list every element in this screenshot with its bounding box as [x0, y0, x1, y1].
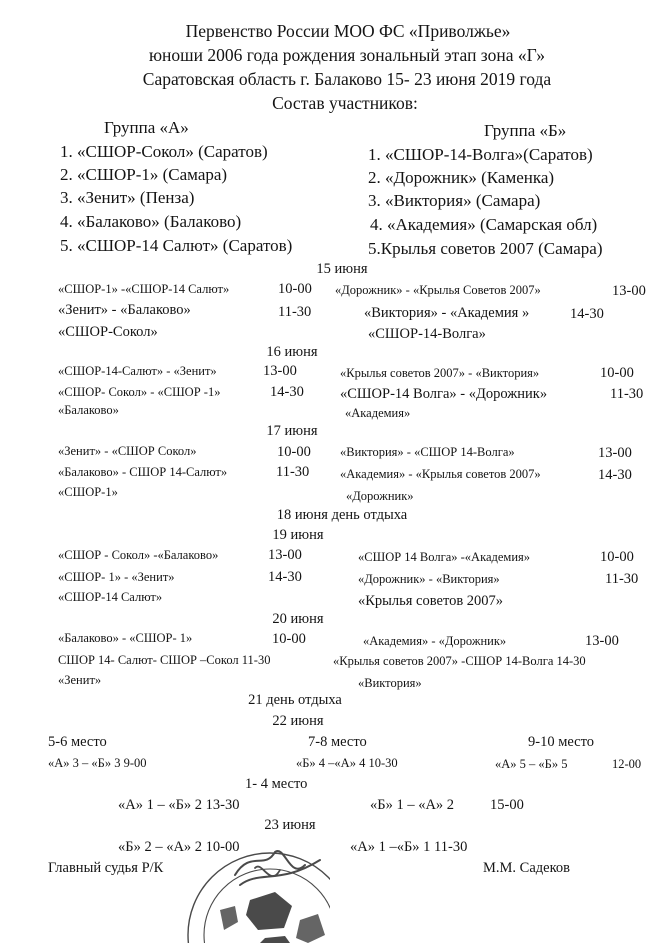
- match-teams: «Зенит» - «Балаково»: [58, 302, 191, 318]
- match-teams: «СШОР-1» -«СШОР-14 Салют»: [58, 282, 230, 296]
- match-teams: «Балаково» - «СШОР- 1»: [58, 631, 193, 645]
- match-teams: «СШОР- Сокол» - «СШОР -1»: [58, 385, 221, 399]
- day-heading: 20 июня: [272, 611, 324, 627]
- place-7-8-label: 7-8 место: [308, 734, 367, 750]
- place-1-4-label: 1- 4 место: [245, 776, 308, 792]
- resting-team: «СШОР-14-Волга»: [368, 326, 486, 342]
- group-a-team: 5. «СШОР-14 Салют» (Саратов): [60, 236, 293, 255]
- match-teams: «СШОР- 1» - «Зенит»: [58, 570, 175, 584]
- match-time: 13-00: [263, 363, 297, 379]
- doc-title-line1: Первенство России МОО ФС «Приволжье»: [185, 21, 511, 41]
- match-teams: «СШОР-14 Волга» - «Дорожник»: [340, 386, 548, 402]
- group-a-team: 4. «Балаково» (Балаково): [60, 212, 242, 231]
- group-b-team: 2. «Дорожник» (Каменка): [368, 168, 555, 187]
- match-time: 14-30: [570, 306, 604, 322]
- match-time: 11-30: [610, 386, 644, 402]
- match-teams: «Балаково» - СШОР 14-Салют»: [58, 465, 228, 479]
- match-teams: «Академия» - «Крылья советов 2007»: [340, 467, 541, 481]
- match-time: 10-00: [600, 549, 634, 565]
- match-place-7-8: «Б» 4 –«А» 4 10-30: [296, 756, 398, 770]
- semifinal-1: «А» 1 – «Б» 2 13-30: [118, 797, 240, 813]
- group-b-team: 5.Крылья советов 2007 (Самара): [368, 239, 603, 258]
- resting-team: «СШОР-14 Салют»: [58, 590, 163, 604]
- place-9-10-label: 9-10 место: [528, 734, 595, 750]
- day-heading: 15 июня: [316, 261, 368, 277]
- group-b-team: 1. «СШОР-14-Волга»(Саратов): [368, 145, 593, 164]
- match-teams: «СШОР 14 Волга» -«Академия»: [358, 550, 531, 564]
- match-time: 14-30: [268, 569, 302, 585]
- stamp-signature-icon: [180, 840, 330, 943]
- group-a-team: 2. «СШОР-1» (Самара): [60, 165, 228, 184]
- match-teams-time: СШОР 14- Салют- СШОР –Сокол 11-30: [58, 653, 271, 667]
- day-heading: 19 июня: [272, 527, 324, 543]
- match-time: 15-00: [490, 797, 524, 813]
- match-place-9-10: «А» 5 – «Б» 5: [495, 757, 568, 771]
- match-time: 11-30: [278, 304, 312, 320]
- match-time: 14-30: [270, 384, 304, 400]
- group-a-team: 3. «Зенит» (Пенза): [60, 188, 195, 207]
- final-match-2: «А» 1 –«Б» 1 11-30: [350, 839, 468, 855]
- resting-team: «Зенит»: [58, 673, 102, 687]
- match-time: 10-00: [272, 631, 306, 647]
- match-time: 14-30: [598, 467, 632, 483]
- resting-team: «СШОР-1»: [58, 485, 118, 499]
- match-teams: «Дорожник» - «Виктория»: [358, 572, 500, 586]
- resting-team: «Крылья советов 2007»: [358, 593, 504, 609]
- doc-title-line2: юноши 2006 года рождения зональный этап зона «Г»: [148, 45, 546, 65]
- match-time: 13-00: [585, 633, 619, 649]
- match-time: 13-00: [598, 445, 632, 461]
- match-teams: «Дорожник» - «Крылья Советов 2007»: [335, 283, 541, 297]
- day-heading: 23 июня: [264, 817, 316, 833]
- match-time: 10-00: [277, 444, 311, 460]
- match-time: 10-00: [600, 365, 634, 381]
- resting-team: «Дорожник»: [346, 489, 414, 503]
- doc-title-line3: Саратовская область г. Балаково 15- 23 июня 2019 года: [142, 69, 552, 89]
- group-a-team: 1. «СШОР-Сокол» (Саратов): [60, 142, 268, 161]
- match-time: 11-30: [605, 571, 639, 587]
- day-heading: 16 июня: [266, 344, 318, 360]
- match-teams: «СШОР-14-Салют» - «Зенит»: [58, 364, 217, 378]
- match-teams: «Виктория» - «СШОР 14-Волга»: [340, 445, 515, 459]
- group-b-title: Группа «Б»: [484, 121, 567, 140]
- day-heading: 17 июня: [266, 423, 318, 439]
- place-5-6-label: 5-6 место: [48, 734, 107, 750]
- match-time: 13-00: [612, 283, 646, 299]
- semifinal-2: «Б» 1 – «А» 2: [370, 797, 455, 813]
- match-teams: «Крылья советов 2007» - «Виктория»: [340, 366, 540, 380]
- group-a-title: Группа «А»: [104, 118, 189, 137]
- final-match-1: «Б» 2 – «А» 2 10-00: [118, 839, 240, 855]
- resting-team: «Академия»: [345, 406, 411, 420]
- match-teams: «Академия» - «Дорожник»: [363, 634, 507, 648]
- match-place-5-6: «А» 3 – «Б» 3 9-00: [48, 756, 147, 770]
- match-time: 11-30: [276, 464, 310, 480]
- day-heading: 22 июня: [272, 713, 324, 729]
- resting-team: «Балаково»: [58, 403, 119, 417]
- participants-heading: Состав участников:: [272, 93, 418, 113]
- chief-judge-label: Главный судья Р/К: [48, 860, 164, 876]
- match-time: 10-00: [278, 281, 312, 297]
- match-time: 12-00: [612, 757, 642, 771]
- rest-day-heading: 18 июня день отдыха: [276, 507, 408, 523]
- rest-day-heading: 21 день отдыха: [248, 692, 342, 708]
- resting-team: «Виктория»: [358, 676, 422, 690]
- chief-judge-name: М.М. Садеков: [483, 860, 570, 876]
- match-teams: «СШОР - Сокол» -«Балаково»: [58, 548, 219, 562]
- group-b-team: 3. «Виктория» (Самара): [368, 191, 541, 210]
- match-time: 13-00: [268, 547, 302, 563]
- match-teams: «Зенит» - «СШОР Сокол»: [58, 444, 197, 458]
- resting-team: «СШОР-Сокол»: [58, 324, 158, 340]
- group-b-team: 4. «Академия» (Самарская обл): [370, 215, 598, 234]
- match-teams-time: «Крылья советов 2007» -СШОР 14-Волга 14-30: [333, 654, 586, 668]
- match-teams: «Виктория» - «Академия »: [364, 305, 530, 321]
